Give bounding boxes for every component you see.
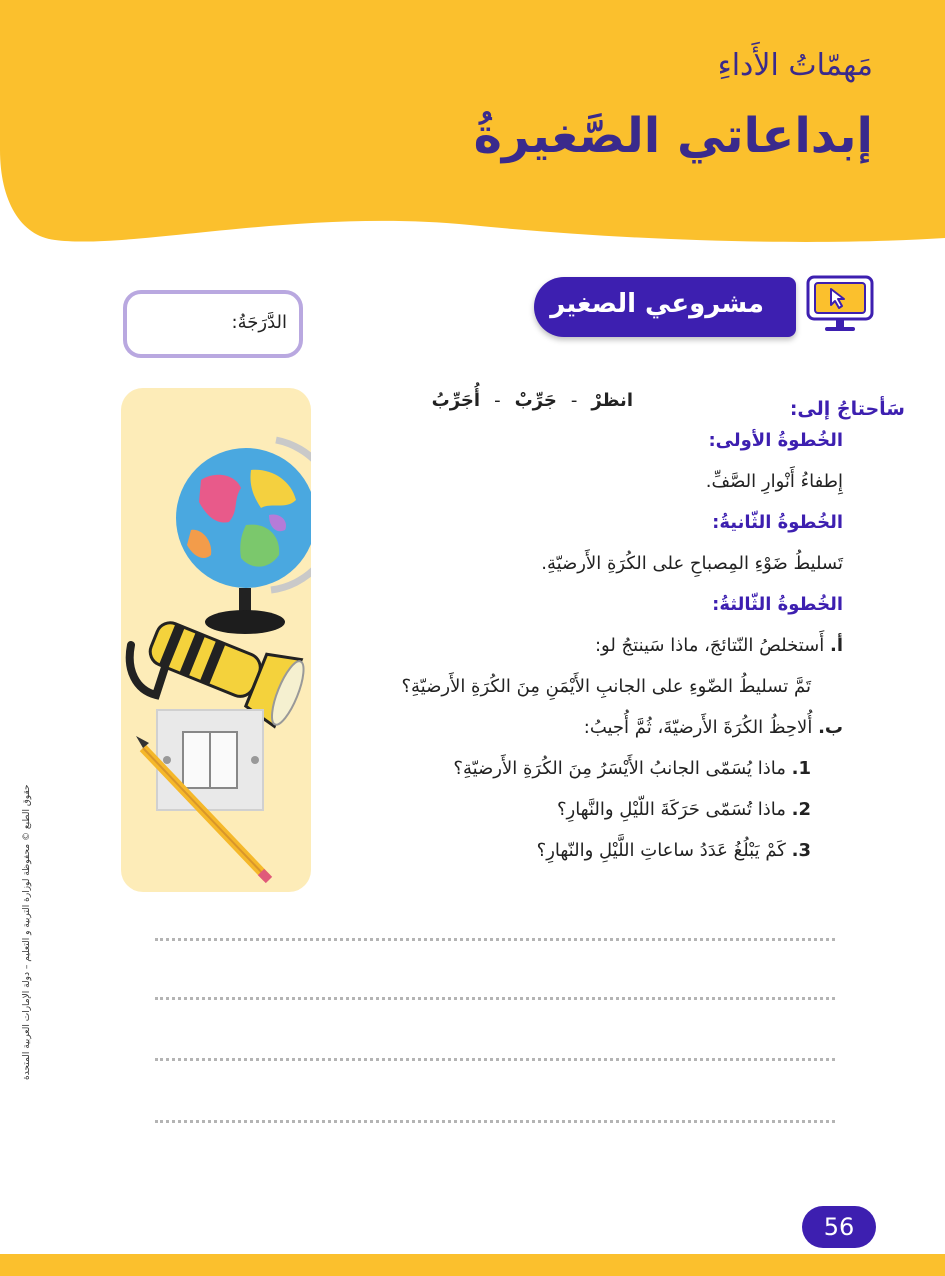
- globe-icon: [176, 440, 311, 634]
- project-label: مشروعي الصغير: [550, 289, 764, 319]
- question-text: ماذا تُسَمّى حَرَكَةَ اللّيْلِ والنَّهارِ؟: [556, 799, 786, 820]
- question-number: 3.: [791, 840, 811, 861]
- step3-b-marker: ب.: [818, 717, 843, 738]
- instruction-separator: -: [570, 390, 578, 411]
- grade-box: [123, 290, 303, 358]
- header-subtitle: مَهمّاتُ الأَداءِ: [717, 48, 873, 83]
- step3-title: الخُطوةُ الثّالثةُ:: [712, 594, 843, 615]
- step2-title: الخُطوةُ الثّانيةُ:: [712, 512, 843, 533]
- instruction-separator: -: [494, 390, 501, 411]
- question-3: [537, 840, 811, 861]
- step1-title: الخُطوةُ الأولى:: [708, 430, 843, 451]
- answer-line[interactable]: [155, 1058, 835, 1061]
- instruction-try: جَرِّبْ: [514, 390, 557, 411]
- footer-band: [0, 1254, 945, 1276]
- question-2: [557, 799, 811, 820]
- step2-text: تَسليطُ ضَوْءِ المِصباحِ على الكُرَةِ الأَرضيّةِ.: [541, 553, 843, 574]
- computer-cursor-icon: [805, 275, 875, 335]
- light-switch-icon: [157, 710, 263, 810]
- instruction-experiment: أُجَرِّبُ: [431, 390, 481, 411]
- answer-line[interactable]: [155, 997, 835, 1000]
- instructions-row: [432, 390, 633, 411]
- step3-b: [584, 717, 843, 738]
- step3-a-marker: أ.: [829, 635, 843, 656]
- copyright-notice: حقوق الطبع © محفوظة لوزارة التربية و التعليم – دولة الإمارات العربية المتحدة: [22, 784, 32, 1080]
- question-number: 1.: [791, 758, 811, 779]
- step1-text: إِطفاءُ أَنْوارِ الصَّفِّ.: [705, 471, 843, 492]
- project-banner: [534, 277, 796, 337]
- question-text: كَمْ يَبْلُغُ عَدَدُ ساعاتِ اللَّيْلِ والنّهارِ؟: [536, 840, 786, 861]
- answer-line[interactable]: [155, 938, 835, 941]
- page-number: 56: [802, 1206, 876, 1248]
- instruction-look: انظرْ: [591, 390, 633, 411]
- answer-line[interactable]: [155, 1120, 835, 1123]
- step3-a-text: أَستخلصُ النّتائجَ، ماذا سَينتجُ لو:: [594, 635, 825, 656]
- step3-a: [595, 635, 843, 656]
- page-title: إبداعاتي الصَّغيرةُ: [473, 108, 873, 164]
- step3-b-text: أُلاحِظُ الكُرَةَ الأَرضيّةَ، ثُمَّ أُجيبُ:: [583, 717, 813, 738]
- question-1: [453, 758, 811, 779]
- step3-a-sub: تَمَّ تسليطُ الضّوءِ على الجانبِ الأَيْمَنِ مِنَ الكُرَةِ الأَرضيّةِ؟: [401, 676, 811, 697]
- grade-label: الدَّرَجَةُ:: [231, 312, 287, 333]
- question-number: 2.: [791, 799, 811, 820]
- materials-label: سَأحتاجُ إلى:: [789, 398, 905, 420]
- materials-illustration: [121, 430, 311, 890]
- question-text: ماذا يُسَمّى الجانبُ الأَيْسَرُ مِنَ الكُرَةِ الأَرضيّةِ؟: [453, 758, 786, 779]
